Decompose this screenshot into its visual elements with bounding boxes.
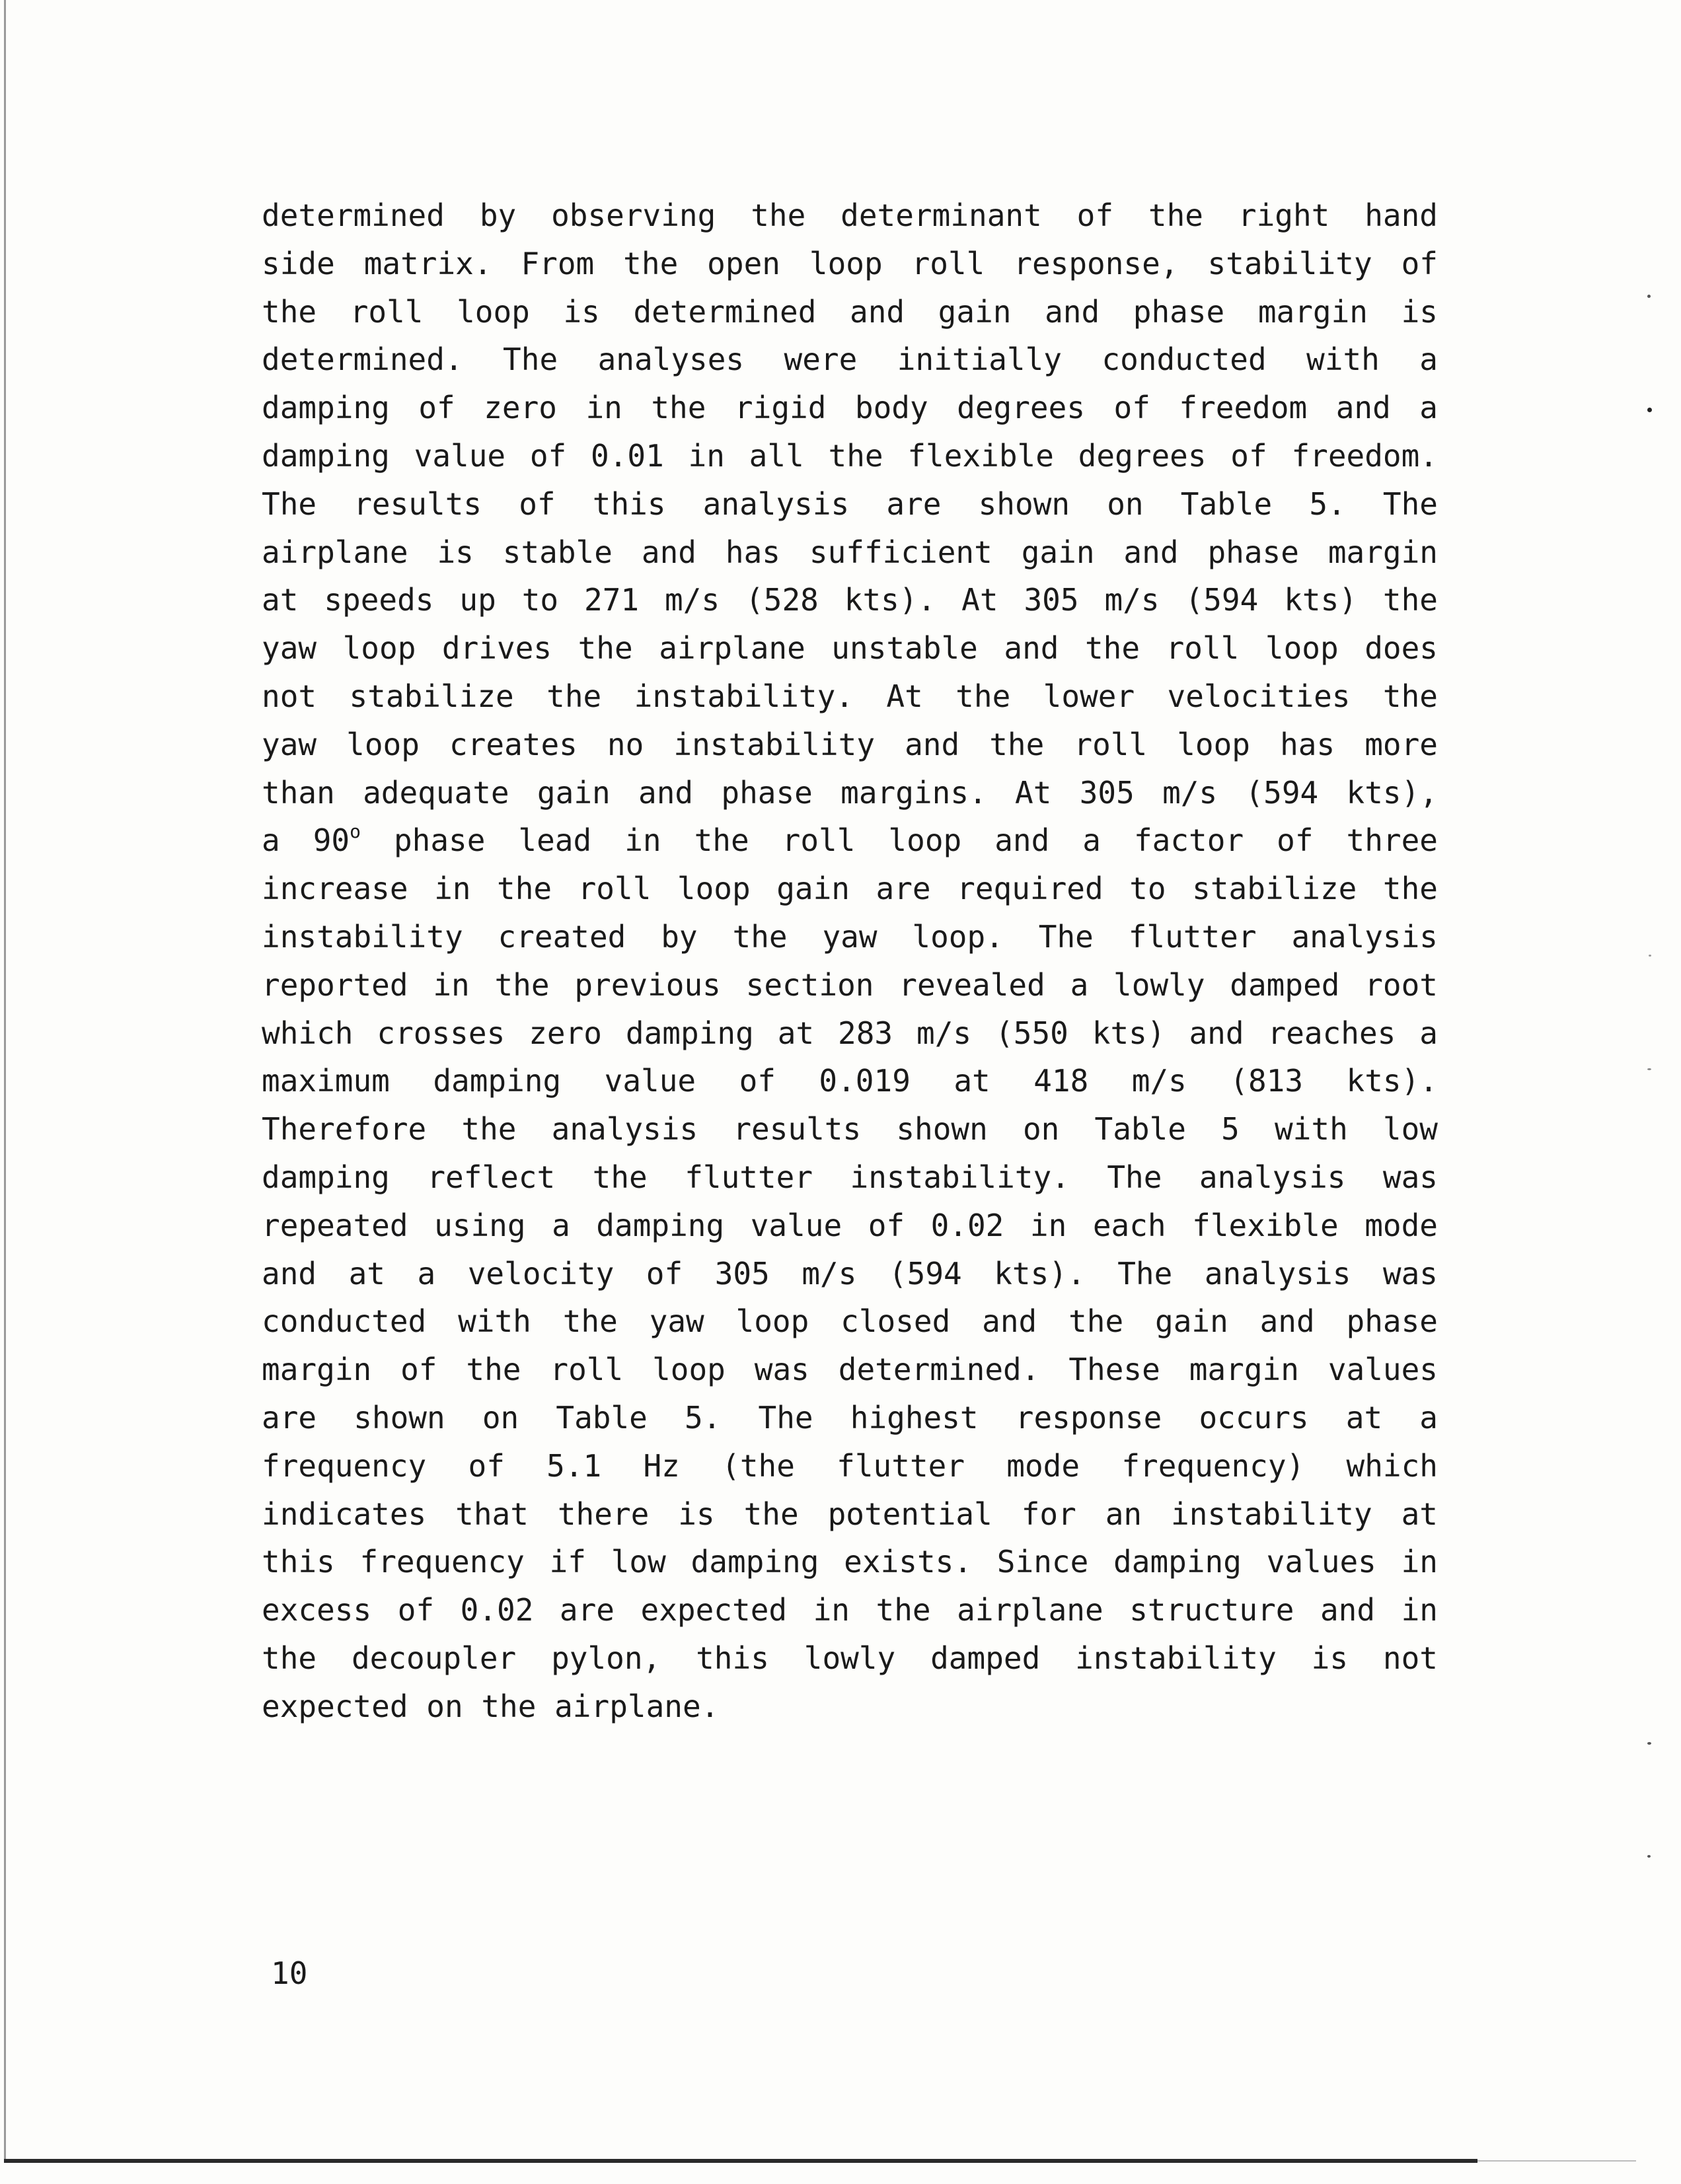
scan-speck	[1649, 955, 1651, 957]
text-line: at speeds up to 271 m/s (528 kts). At 305 m/s (594 kts) the	[262, 582, 1438, 618]
text-line: than adequate gain and phase margins. At 305 m/s (594 kts),	[262, 774, 1438, 811]
text-line: The results of this analysis are shown on Table 5. The	[262, 486, 1438, 522]
text-line: yaw loop creates no instability and the roll loop has more	[262, 726, 1438, 762]
text-line: Therefore the analysis results shown on Table 5 with low	[262, 1111, 1438, 1147]
text-line: determined. The analyses were initially conducted with a	[262, 342, 1438, 378]
text-line: damping value of 0.01 in all the flexible degrees of freedom.	[262, 437, 1438, 474]
scan-speck	[1647, 295, 1651, 298]
scan-speck	[1647, 1742, 1651, 1745]
text-line: and at a velocity of 305 m/s (594 kts). The analysis was	[262, 1255, 1438, 1292]
text-line: side matrix. From the open loop roll response, stability of	[262, 245, 1438, 281]
text-line: airplane is stable and has sufficient gain and phase margin	[262, 534, 1438, 570]
text-line: damping reflect the flutter instability. The analysis was	[262, 1159, 1438, 1195]
text-line: indicates that there is the potential for an instability at	[262, 1496, 1438, 1532]
degree-superscript: o	[350, 820, 361, 843]
scan-bottom-edge	[4, 2159, 1477, 2163]
text-line: yaw loop drives the airplane unstable and the roll loop does	[262, 630, 1438, 667]
text-line: excess of 0.02 are expected in the airplane structure and in	[262, 1592, 1438, 1628]
text-line: are shown on Table 5. The highest response occurs at a	[262, 1399, 1438, 1436]
text-line: conducted with the yaw loop closed and the gain and phase	[262, 1303, 1438, 1340]
page-number: 10	[271, 1955, 308, 1991]
text-line: the roll loop is determined and gain and phase margin is	[262, 293, 1438, 330]
degree-value: a 90	[262, 822, 350, 859]
text-line: expected on the airplane.	[262, 1688, 720, 1724]
text-line: damping of zero in the rigid body degrees of freedom and a	[262, 390, 1438, 426]
scan-speck	[1647, 408, 1652, 412]
text-line: reported in the previous section revealed a lowly damped root	[262, 966, 1438, 1003]
text-line-remainder: phase lead in the roll loop and a factor of three	[393, 822, 1438, 859]
body-paragraph	[262, 192, 1438, 1731]
text-line: margin of the roll loop was determined. These margin values	[262, 1352, 1438, 1388]
text-line: maximum damping value of 0.019 at 418 m/s (813 kts).	[262, 1063, 1438, 1099]
text-line: the decoupler pylon, this lowly damped instability is not	[262, 1640, 1438, 1676]
text-line-with-degree	[262, 817, 1438, 865]
scan-speck	[1647, 1855, 1651, 1858]
scan-bottom-edge-faint	[1477, 2160, 1636, 2162]
scan-speck	[1647, 1068, 1651, 1070]
text-line: instability created by the yaw loop. The flutter analysis	[262, 918, 1438, 955]
text-line: not stabilize the instability. At the lower velocities the	[262, 678, 1438, 714]
text-line: determined by observing the determinant of the right hand	[262, 198, 1438, 233]
text-line: frequency of 5.1 Hz (the flutter mode frequency) which	[262, 1447, 1438, 1484]
text-line: repeated using a damping value of 0.02 in each flexible mode	[262, 1207, 1438, 1243]
text-line: increase in the roll loop gain are required to stabilize the	[262, 871, 1438, 907]
text-line: this frequency if low damping exists. Since damping values in	[262, 1544, 1438, 1580]
text-line: which crosses zero damping at 283 m/s (550 kts) and reaches a	[262, 1015, 1438, 1051]
scan-left-edge	[4, 0, 6, 2160]
